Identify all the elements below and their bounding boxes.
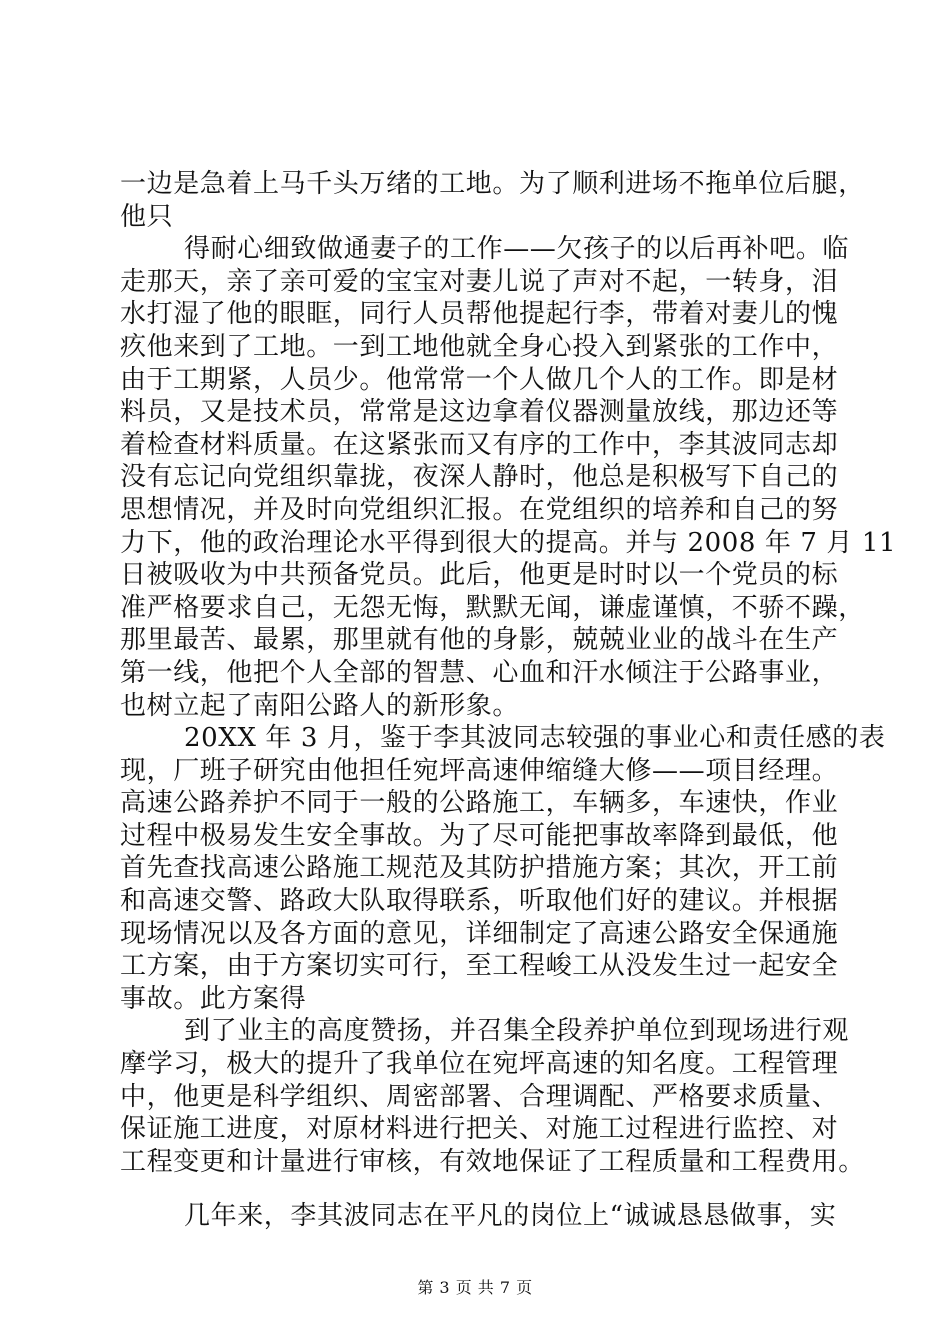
text-line: 水打湿了他的眼眶，同行人员帮他提起行李，带着对妻儿的愧 xyxy=(120,299,839,330)
text-line: 也树立起了南阳公路人的新形象。 xyxy=(120,690,520,721)
text-line: 第一线，他把个人全部的智慧、心血和汗水倾注于公路事业， xyxy=(120,657,839,688)
text-line: 没有忘记向党组织靠拢，夜深人静时，他总是积极写下自己的 xyxy=(120,462,839,493)
text-line: 过程中极易发生安全事故。为了尽可能把事故率降到最低，他 xyxy=(120,820,839,851)
text-line: 由于工期紧，人员少。他常常一个人做几个人的工作。即是材 xyxy=(120,364,839,395)
text-line: 一边是急着上马千头万绪的工地。为了顺利进场不拖单位后腿， xyxy=(120,169,865,199)
text-line: 着检查材料质量。在这紧张而又有序的工作中，李其波同志却 xyxy=(120,429,839,460)
paragraph-start-line: 到了业主的高度赞扬，并召集全段养护单位到现场进行观 xyxy=(184,1016,850,1047)
paragraph-start-line: 几年来，李其波同志在平凡的岗位上“诚诚恳恳做事，实 xyxy=(184,1201,837,1232)
text-line: 准严格要求自己，无怨无悔，默默无闻，谦虚谨慎，不骄不躁， xyxy=(120,592,865,623)
text-line: 日被吸收为中共预备党员。此后，他更是时时以一个党员的标 xyxy=(120,560,839,591)
text-line: 工方案，由于方案切实可行，至工程峻工从没发生过一起安全 xyxy=(120,951,839,982)
text-line: 走那天，亲了亲可爱的宝宝对妻儿说了声对不起，一转身，泪 xyxy=(120,266,839,297)
text-line: 现场情况以及各方面的意见，详细制定了高速公路安全保通施 xyxy=(120,918,839,949)
paragraph-gap xyxy=(120,1178,832,1200)
text-line: 那里最苦、最累，那里就有他的身影，兢兢业业的战斗在生产 xyxy=(120,625,839,656)
page-number-footer: 第 3 页 共 7 页 xyxy=(417,1278,533,1297)
body-text xyxy=(120,168,897,1233)
text-line: 料员，又是技术员，常常是这边拿着仪器测量放线，那边还等 xyxy=(120,397,839,428)
text-line: 现，厂班子研究由他担任宛坪高速伸缩缝大修——项目经理。 xyxy=(120,755,839,786)
text-line: 工程变更和计量进行审核，有效地保证了工程质量和工程费用。 xyxy=(120,1146,865,1177)
text-line: 保证施工进度，对原材料进行把关、对施工过程进行监控、对 xyxy=(120,1114,839,1145)
paragraph-start-line: 得耐心细致做通妻子的工作——欠孩子的以后再补吧。临 xyxy=(184,234,850,265)
text-line: 中，他更是科学组织、周密部署、合理调配、严格要求质量、 xyxy=(120,1081,839,1112)
text-line: 他只 xyxy=(120,201,174,232)
text-line: 摩学习，极大的提升了我单位在宛坪高速的知名度。工程管理 xyxy=(120,1049,839,1080)
text-line: 思想情况，并及时向党组织汇报。在党组织的培养和自己的努 xyxy=(120,494,839,525)
text-line: 和高速交警、路政大队取得联系，听取他们好的建议。并根据 xyxy=(120,886,839,917)
text-line: 力下，他的政治理论水平得到很大的提高。并与 2008 年 7 月 11 xyxy=(120,527,897,558)
text-line: 事故。此方案得 xyxy=(120,983,307,1014)
text-line: 高速公路养护不同于一般的公路施工，车辆多，车速快，作业 xyxy=(120,788,839,819)
paragraph-start-line: 20XX 年 3 月，鉴于李其波同志较强的事业心和责任感的表 xyxy=(184,723,886,754)
text-line: 疚他来到了工地。一到工地他就全身心投入到紧张的工作中， xyxy=(120,331,839,362)
text-line: 首先查找高速公路施工规范及其防护措施方案；其次，开工前 xyxy=(120,853,839,884)
